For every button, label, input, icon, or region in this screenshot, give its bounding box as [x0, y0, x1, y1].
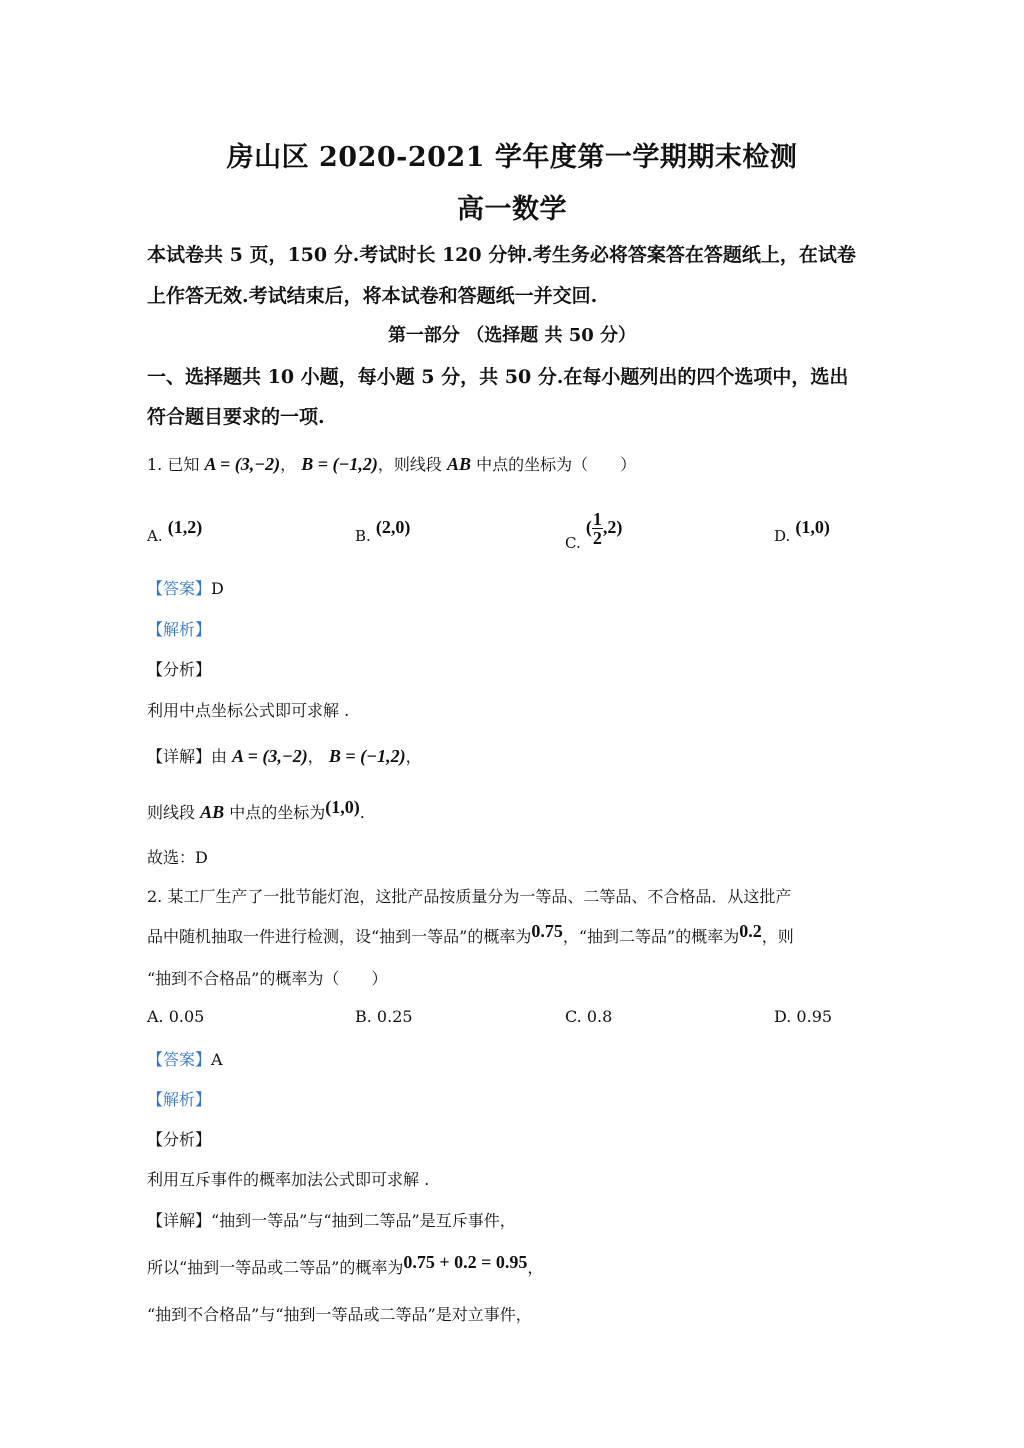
- q2-detail-line2-pre: 所以“抽到一等品或二等品”的概率为: [147, 1258, 404, 1277]
- q2-line2-end: ，则: [761, 927, 794, 946]
- question-1-stem: [147, 452, 636, 475]
- q1-detail2-pre: 则线段: [147, 803, 196, 822]
- q1-option-a-label: A.: [147, 527, 163, 545]
- q2-line2-pre: 品中随机抽取一件进行检测，设“抽到一等品”的概率为: [147, 927, 532, 946]
- q1-point-a: A = (3,−2): [204, 454, 281, 474]
- q2-line2-mid: ，“抽到二等品”的概率为: [562, 927, 740, 946]
- q1-option-a: [147, 517, 203, 546]
- section-desc-line-1: 一、选择题共 10 小题，每小题 5 分，共 50 分.在每小题列出的四个选项中，选出: [147, 366, 849, 388]
- q1-option-d-value: (1,0): [795, 517, 830, 537]
- q1-fenxi-tag: 【分析】: [147, 660, 212, 679]
- q1-point-b: B = (−1,2): [301, 454, 378, 474]
- q2-detail-equation: 0.75 + 0.2 = 0.95: [403, 1252, 528, 1272]
- q1-mid-text: ，则线段: [377, 455, 442, 474]
- q1-detail-line-1: [147, 744, 422, 767]
- q2-fenxi-text: 利用互斥事件的概率加法公式即可求解 .: [147, 1170, 430, 1189]
- q1-fenxi-text: 利用中点坐标公式即可求解 .: [147, 701, 350, 720]
- q2-detail-line-3: “抽到不合格品”与“抽到一等品或二等品”是对立事件，: [147, 1305, 532, 1324]
- q2-answer-value: A: [211, 1050, 223, 1069]
- q1-separator: ，: [280, 455, 297, 474]
- q1-detail2-end: .: [359, 803, 365, 822]
- q1-option-c-frac-den: 2: [592, 528, 602, 548]
- q2-detail-line-2: [147, 1252, 544, 1278]
- q2-prob-first: 0.75: [531, 921, 563, 941]
- q1-detail2-value: (1,0): [325, 797, 360, 817]
- q1-option-c-label: C.: [565, 533, 581, 552]
- instructions-line-1: 本试卷共 5 页，150 分.考试时长 120 分钟.考生务必将答案答在答题纸上，在试卷: [147, 244, 856, 266]
- instructions-line-2: 上作答无效.考试结束后，将本试卷和答题纸一并交回.: [147, 285, 598, 307]
- q1-option-c-open: (: [585, 516, 592, 537]
- q1-detail-line-2: [147, 797, 365, 823]
- q2-detail-line2-end: ，: [527, 1258, 544, 1277]
- q1-option-a-value: (1,2): [167, 517, 203, 537]
- q1-option-b-label: B.: [355, 527, 371, 545]
- q1-option-c-frac-num: 1: [592, 509, 602, 529]
- exam-title: 房山区 2020-2021 学年度第一学期期末检测: [226, 142, 798, 173]
- q1-tail-text: 中点的坐标为（ ）: [476, 455, 637, 474]
- q1-answer-value: D: [211, 579, 224, 598]
- q1-option-c-value: [585, 509, 623, 548]
- q1-detail-you: 由: [211, 747, 228, 766]
- q2-stem-line-2: [147, 921, 794, 947]
- q2-stem-line-1: 2. 某工厂生产了一批节能灯泡，这批产品按质量分为一等品、二等品、不合格品．从这批产: [147, 887, 792, 906]
- q1-segment-ab: AB: [447, 454, 472, 474]
- subject-title: 高一数学: [457, 194, 567, 225]
- q2-jiexi-tag: 【解析】: [147, 1090, 212, 1109]
- q1-option-b-value: (2,0): [375, 517, 411, 537]
- q1-option-c: [565, 509, 623, 552]
- q1-jiexi-tag: 【解析】: [147, 620, 212, 639]
- q2-option-d: D. 0.95: [774, 1007, 833, 1026]
- q2-stem-line-3: “抽到不合格品”的概率为（ ）: [147, 969, 388, 988]
- q1-option-d: [774, 517, 830, 546]
- section-desc-line-2: 符合题目要求的一项.: [147, 406, 325, 428]
- part-one-heading: 第一部分 （选择题 共 50 分）: [387, 325, 637, 346]
- q2-prob-second: 0.2: [739, 921, 762, 941]
- q2-option-b: B. 0.25: [355, 1007, 413, 1026]
- q2-detail-line-1: 【详解】“抽到一等品”与“抽到二等品”是互斥事件，: [147, 1211, 516, 1230]
- q1-detail-tag: 【详解】: [147, 747, 212, 766]
- q1-detail2-ab: AB: [200, 802, 225, 822]
- q1-answer: [147, 576, 224, 599]
- q2-fenxi-tag: 【分析】: [147, 1130, 212, 1149]
- q1-option-c-close: ,2): [602, 516, 623, 537]
- q1-detail-sep: ，: [307, 747, 324, 766]
- q2-option-a: A. 0.05: [147, 1007, 205, 1026]
- q1-option-b: [355, 517, 411, 546]
- q1-answer-tag: 【答案】: [147, 579, 212, 598]
- q1-detail2-mid: 中点的坐标为: [229, 803, 326, 822]
- q1-conclusion: 故选：D: [147, 848, 208, 867]
- q1-detail-end: ，: [405, 747, 422, 766]
- q1-detail-point-b: B = (−1,2): [328, 746, 406, 766]
- q1-detail-point-a: A = (3,−2): [232, 746, 308, 766]
- q2-answer-tag: 【答案】: [147, 1050, 212, 1069]
- question-1-number: 1. 已知: [147, 455, 200, 474]
- q1-option-d-label: D.: [774, 527, 791, 545]
- q2-answer: [147, 1047, 223, 1070]
- q2-option-c: C. 0.8: [565, 1007, 613, 1026]
